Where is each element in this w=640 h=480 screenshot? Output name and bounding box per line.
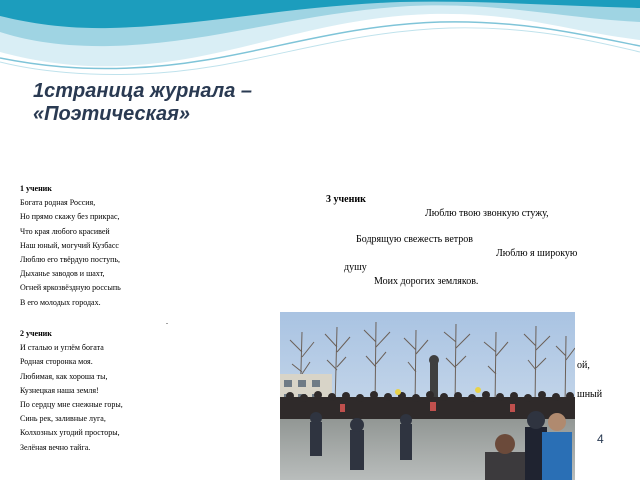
student-1-poem — [20, 182, 121, 310]
student-3-poem — [326, 193, 577, 289]
hidden-line-fragment: шный — [577, 389, 603, 400]
poem-line: Бодрящую свежесть ветров — [356, 234, 474, 245]
student-2-heading: 2 ученик — [20, 329, 52, 338]
poem-line: Огней яркозвёздную россыпь — [20, 283, 121, 293]
separator-dot: . — [166, 317, 168, 326]
poem-line: Родная сторонка моя. — [20, 357, 93, 367]
poem-line: Но прямо скажу без прикрас, — [20, 212, 120, 222]
poem-line: Колхозных угодий просторы, — [20, 428, 120, 438]
poem-line: Наш юный, могучий Кузбасс — [20, 240, 119, 250]
poem-line: Зелёная вечно тайга. — [20, 442, 91, 452]
poem-line: Что края любого красивей — [20, 226, 110, 236]
poem-line: Люблю его твёрдую поступь, — [20, 255, 120, 265]
poem-line: Любимая, как хороша ты, — [20, 371, 108, 381]
slide-number: 4 — [597, 432, 604, 446]
student-2-poem — [20, 327, 123, 455]
poem-line: Богата родная Россия, — [20, 198, 96, 208]
poem-line: душу — [344, 262, 367, 273]
poem-line: Люблю твою звонкую стужу, — [425, 208, 549, 219]
poem-line: Синь рек, заливные луга, — [20, 414, 106, 424]
crowd-photo-image — [280, 312, 575, 480]
hidden-line-fragment: ой, — [577, 360, 590, 371]
poem-line: Люблю я широкую — [496, 248, 578, 259]
poem-line: И сталью и углём богата — [20, 343, 104, 353]
poem-line: По сердцу мне снежные горы, — [20, 400, 123, 410]
student-1-heading: 1 ученик — [20, 184, 52, 193]
header-wave-decoration — [0, 0, 640, 90]
crowd-photo — [280, 312, 575, 480]
poem-line: Дыханье заводов и шахт, — [20, 269, 105, 279]
student-3-heading: 3 ученик — [326, 194, 366, 205]
page-title: 1страница журнала – «Поэтическая» — [33, 80, 253, 125]
poem-line: Моих дорогих земляков. — [374, 276, 479, 287]
poem-line: В его молодых городах. — [20, 297, 101, 307]
poem-line: Кузнецкая наша земля! — [20, 385, 99, 395]
